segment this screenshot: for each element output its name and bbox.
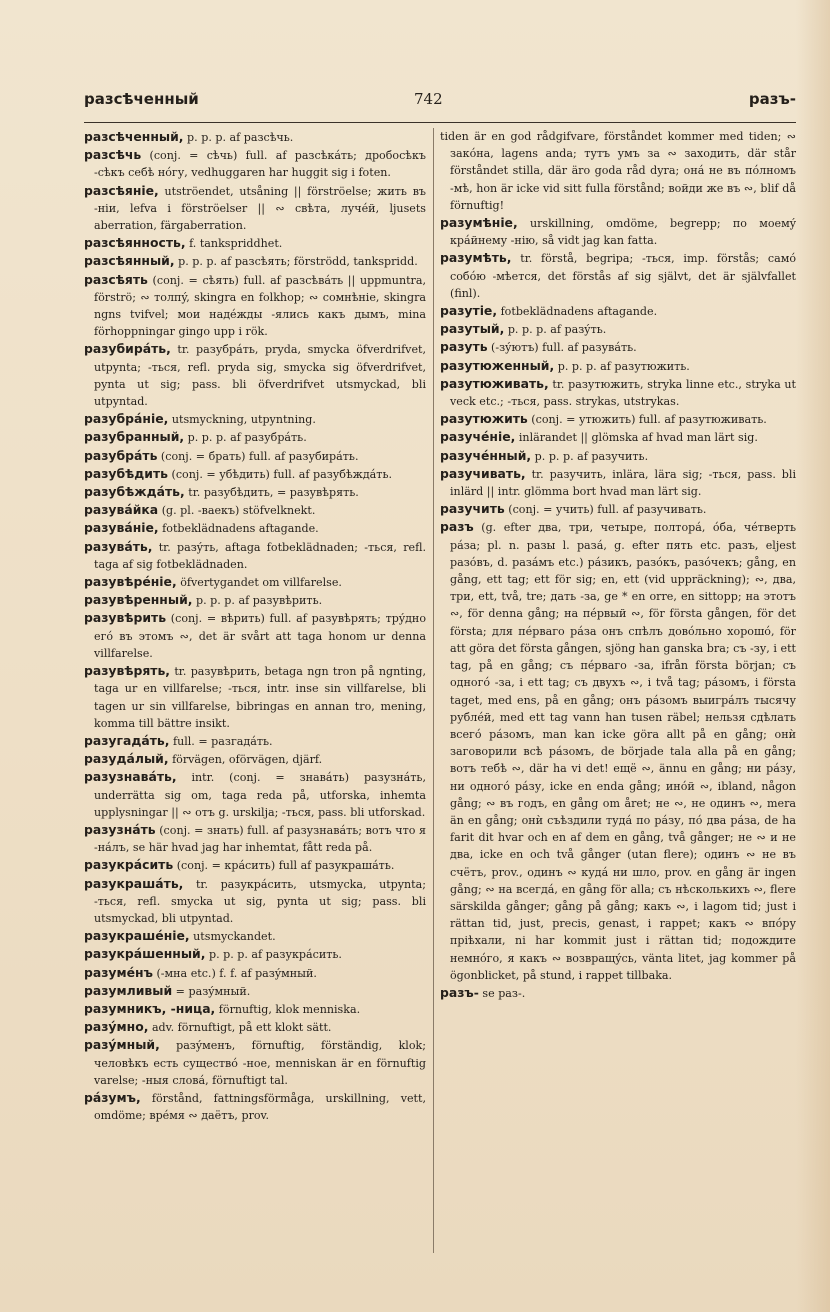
entry-headword: разутie, bbox=[440, 303, 498, 319]
page-header bbox=[84, 86, 796, 120]
page-edge-shadow bbox=[796, 0, 830, 1312]
entry-headword: разутый, bbox=[440, 321, 505, 337]
entry-headword: разýмный, bbox=[84, 1037, 160, 1053]
entry-definition: tr. разучить, inlära, lära sig; -ться, pass. bli inlärd || intr. glömma bort hvad man lärt sig. bbox=[450, 467, 796, 499]
entry-definition: tr. förstå, begripa; -ться, imp. förstås; самó собóю -мѣется, det förstås af sig självt, det är självfallet (finl). bbox=[450, 252, 796, 300]
dictionary-entry bbox=[84, 982, 426, 1000]
entry-definition: p. p. p. af разучить. bbox=[531, 449, 649, 463]
dictionary-entry bbox=[84, 964, 426, 982]
entry-headword: разсѣченный, bbox=[84, 129, 184, 144]
entry-headword: разувáйка bbox=[84, 502, 159, 518]
dictionary-entry bbox=[84, 1089, 426, 1124]
dictionary-entry bbox=[84, 182, 426, 235]
dictionary-entry bbox=[84, 252, 426, 270]
entry-definition: tr. разýть, aftaga fotbeklädnaden; -ться, refl. taga af sig fotbeklädnaden. bbox=[94, 540, 426, 571]
dictionary-entry bbox=[84, 750, 426, 768]
entry-definition: (conj. = убѣдить) full. af разубѣждáть. bbox=[167, 467, 393, 481]
entry-definition: (conj. = знать) full. af разузнавáть; вотъ что я -нáлъ, se här hvad jag har inhemtat, fått reda på. bbox=[94, 823, 426, 855]
entry-definition: fotbeklädnadens aftagande. bbox=[158, 522, 319, 536]
dictionary-entry bbox=[440, 320, 796, 338]
entry-headword: разудáлый, bbox=[84, 751, 169, 767]
entry-definition: tr. разувѣрить, betaga ngn tron på ngnting, taga ur en villfarelse; -ться, intr. inse sin villfarelse, bli tagen ur sin villfarelse, bibringas en annan tro, mening, komma till bättre insikt. bbox=[94, 665, 426, 730]
dictionary-entry bbox=[84, 856, 426, 874]
header-rule bbox=[84, 122, 796, 123]
entry-headword: разъ bbox=[440, 519, 474, 535]
entry-definition: p. p. p. af разукрáсить. bbox=[205, 948, 342, 962]
entry-headword: разумéнъ bbox=[84, 964, 153, 980]
dictionary-entry bbox=[84, 234, 426, 252]
dictionary-entry bbox=[440, 338, 796, 356]
entry-headword: разувáть, bbox=[84, 538, 153, 554]
entry-definition: urskillning, omdöme, begrepp; по моемý крáйнему -нiю, så vidt jag kan fatta. bbox=[450, 217, 796, 248]
dictionary-entry bbox=[440, 984, 796, 1002]
dictionary-entry bbox=[84, 128, 426, 146]
dictionary-entry bbox=[84, 821, 426, 856]
entry-headword: разутюживать, bbox=[440, 375, 549, 391]
entry-definition: = разýмный. bbox=[172, 984, 251, 998]
entry-headword: разсѣянность, bbox=[84, 235, 186, 251]
dictionary-entry bbox=[84, 519, 426, 537]
entry-headword: рáзумъ, bbox=[84, 1089, 141, 1105]
entry-definition: (g. pl. -ваекъ) stöfvelknekt. bbox=[158, 504, 316, 518]
entry-definition: p. p. p. af разубрáть. bbox=[184, 431, 307, 445]
dictionary-entry bbox=[84, 538, 426, 573]
entry-definition: (conj. = брать) full. af разубирáть. bbox=[157, 449, 359, 463]
entry-definition: inlärandet || glömska af hvad man lärt sig. bbox=[515, 431, 758, 445]
dictionary-entry bbox=[84, 271, 426, 341]
dictionary-entry bbox=[440, 214, 796, 249]
dictionary-entry bbox=[440, 357, 796, 375]
entry-definition: öfvertygandet om villfarelse. bbox=[176, 576, 342, 590]
entry-headword: разубрáть bbox=[84, 447, 158, 463]
entry-headword: разугадáть, bbox=[84, 732, 170, 748]
dictionary-entry bbox=[440, 249, 796, 302]
entry-definition: se раз-. bbox=[478, 986, 526, 1000]
entry-headword: разукрáсить bbox=[84, 857, 174, 873]
dictionary-entry bbox=[84, 340, 426, 410]
entry-definition: f. tankspriddhet. bbox=[185, 237, 283, 251]
entry-headword: разъ- bbox=[440, 984, 479, 1000]
entry-definition: tr. разутюжить, stryka linne etc., stryka ut veck etc.; -ться, pass. strykas, utstrykas. bbox=[450, 377, 796, 409]
entry-headword: разучéнie, bbox=[440, 429, 516, 445]
dictionary-entry bbox=[84, 573, 426, 591]
entry-definition: utsmyckandet. bbox=[189, 930, 276, 944]
entry-definition: (conj. = сѣять) full. af разсѣвáть || uppmuntra, förströ; ∾ толпý, skingra en folkhop; ∾ сомнѣнie, skingra ngns tvifvel; мои надéжды -ялись какъ дымъ, mina förhoppningar gingo upp i rök. bbox=[94, 273, 426, 339]
entry-definition: utsmyckning, utpyntning. bbox=[168, 413, 316, 427]
dictionary-entry bbox=[440, 375, 796, 410]
dictionary-entry bbox=[440, 410, 796, 428]
entry-headword: разукрашéнie, bbox=[84, 928, 190, 944]
entry-headword: разсѣять bbox=[84, 271, 148, 287]
dictionary-entry bbox=[84, 410, 426, 428]
entry-definition: p. p. p. af разсѣчь. bbox=[183, 131, 294, 144]
left-column bbox=[84, 128, 426, 1258]
dictionary-entry bbox=[440, 518, 796, 983]
entry-definition: förvägen, oförvägen, djärf. bbox=[168, 753, 323, 767]
dictionary-entry bbox=[84, 875, 426, 928]
dictionary-entry bbox=[440, 302, 796, 320]
dictionary-entry bbox=[84, 609, 426, 662]
entry-headword: разумѣнie, bbox=[440, 215, 518, 231]
entry-definition: adv. förnuftigt, på ett klokt sätt. bbox=[148, 1021, 332, 1035]
dictionary-entry bbox=[440, 128, 796, 214]
entry-headword: разсѣянie, bbox=[84, 182, 159, 198]
dictionary-entry bbox=[84, 768, 426, 821]
entry-definition: förnuftig, klok menniska. bbox=[215, 1002, 361, 1016]
entry-headword: разумѣть, bbox=[440, 250, 512, 266]
entry-definition: p. p. p. af разувѣрить. bbox=[192, 594, 323, 608]
entry-headword: разубирáть, bbox=[84, 341, 171, 357]
entry-headword: разуть bbox=[440, 339, 488, 355]
entry-definition: förstånd, fattningsförmåga, urskillning, vett, omdöme; врéмя ∾ даётъ, prov. bbox=[94, 1091, 426, 1123]
entry-definition: tr. разукрáсить, utsmycka, utpynta; -ться, refl. smycka ut sig, pynta ut sig; pass. bli utsmyckad, bli utpyntad. bbox=[94, 877, 426, 925]
left-running-headword: разсѣченный bbox=[84, 90, 199, 108]
dictionary-entry bbox=[440, 465, 796, 500]
dictionary-entry bbox=[84, 1000, 426, 1018]
entry-definition: (conj. = утюжить) full. af разутюживать. bbox=[527, 413, 767, 427]
entry-definition: (-зýютъ) full. af разувáть. bbox=[487, 341, 637, 355]
entry-headword: разувѣрять, bbox=[84, 663, 171, 679]
entry-headword: разувѣренный, bbox=[84, 592, 193, 608]
entry-definition: (conj. = вѣрить) full. af разувѣрять; трýдно егó въ этомъ ∾, det är svårt att taga honom ur denna villfarelse. bbox=[94, 612, 426, 660]
right-column bbox=[440, 128, 796, 1258]
entry-headword: разучить bbox=[440, 501, 505, 517]
dictionary-entry bbox=[84, 945, 426, 963]
dictionary-entry bbox=[440, 500, 796, 518]
entry-definition: (conj. = сѣчь) full. af разсѣкáть; дробосѣкъ -сѣкъ себѣ нóгу, vedhuggaren har huggit sig i foten. bbox=[94, 149, 426, 180]
entry-headword: разумникъ, -ница, bbox=[84, 1000, 216, 1016]
entry-headword: разубѣдить bbox=[84, 465, 168, 481]
entry-definition: (conj. = крáсить) full af разукрашáть. bbox=[173, 859, 395, 873]
entry-headword: разубрáнie, bbox=[84, 411, 169, 427]
entry-headword: разувѣрéнie, bbox=[84, 574, 177, 590]
dictionary-entry bbox=[84, 732, 426, 750]
entry-headword: разутюженный, bbox=[440, 357, 555, 373]
entry-headword: разузнавáть, bbox=[84, 769, 177, 785]
entry-headword: разукрашáть, bbox=[84, 875, 184, 891]
dictionary-entry bbox=[440, 447, 796, 465]
dictionary-entry bbox=[84, 1018, 426, 1036]
dictionary-entry bbox=[440, 428, 796, 446]
entry-headword: разучéнный, bbox=[440, 447, 532, 463]
column-divider bbox=[433, 128, 434, 1253]
entry-definition: intr. (conj. = знавáть) разузнáть, underrätta sig om, taga reda på, utforska, inhemta upplysningar || ∾ отъ g. urskilja; -ться, pass. bli utforskad. bbox=[94, 771, 426, 819]
entry-headword: разсѣчь bbox=[84, 147, 142, 163]
entry-headword: разубѣждáть, bbox=[84, 484, 185, 500]
page-number: 742 bbox=[414, 90, 443, 108]
dictionary-entry bbox=[84, 927, 426, 945]
right-running-headword: разъ- bbox=[748, 90, 796, 108]
entry-definition: tr. разубѣдить, = разувѣрять. bbox=[184, 486, 359, 500]
dictionary-entry bbox=[84, 591, 426, 609]
entry-definition: p. p. p. af разутюжить. bbox=[554, 359, 690, 373]
entry-headword: разувѣрить bbox=[84, 610, 167, 626]
entry-definition: utströendet, utsåning || förströelse; жить въ -нiи, lefva i förströelser || ∾ свѣта, лучéй, ljusets aberration, färgaberration. bbox=[94, 184, 426, 233]
entry-headword: разукрáшенный, bbox=[84, 946, 206, 962]
dictionary-entry bbox=[84, 483, 426, 501]
entry-headword: разубранный, bbox=[84, 429, 185, 445]
entry-definition: fotbeklädnadens aftagande. bbox=[497, 305, 658, 319]
dictionary-entry bbox=[84, 146, 426, 181]
entry-definition: (conj. = учить) full. af разучивать. bbox=[504, 503, 707, 517]
dictionary-entry bbox=[84, 501, 426, 519]
dictionary-entry bbox=[84, 465, 426, 483]
entry-definition: (-мна etc.) f. f. af разýмный. bbox=[152, 966, 317, 980]
entry-headword: разувáнie, bbox=[84, 520, 159, 536]
dictionary-entry bbox=[84, 428, 426, 446]
entry-definition: tiden är en god rådgifvare, förståndet kommer med tiden; ∾ закóна, lagens anda; тутъ умъ за ∾ заходить, där står förståndet stilla, där äro goda råd dyra; онá не въ пóлномъ -мѣ, hon är icke vid sitt fulla förstånd; войди же въ ∾, blif då förnuftig! bbox=[440, 130, 796, 212]
entry-definition: full. = разгадáть. bbox=[169, 734, 273, 748]
entry-headword: разсѣянный, bbox=[84, 253, 175, 269]
dictionary-entry bbox=[84, 662, 426, 732]
entry-definition: (g. efter два, три, четыре, полторá, óба, чéтверть рáза; pl. n. разы l. разá, g. efter пять etc. разъ, eljest разóвъ, d. разáмъ etc.) рáзикъ, разóкъ, разóчекъ; gång, en gång, ett tag; ett för sig; en, ett (vid uppräckning); ∾, два, три, ett, två, tre; дать -за, ge * en orre, en sittopp; на этотъ ∾, för denna gång; на пéрвый ∾, för första gången, för det första; для пéрваго рáза онъ спѣлъ довóльно хорошó, för att göra det första gången, sjöng han ganska bra; съ -зу, i ett tag, på en gång; съ пéрваго -за, ifrån första början; съ одногó -за, i ett tag; съ двухъ ∾, i två tag; рáзомъ, i första taget, med ens, på en gång; онъ рáзомъ выигрáлъ тысячу рублéй, med ett tag vann han tusen räbel; нельзя сдѣлать всегó рáзомъ, man kan icke göra allt på en gång; онѝ заговорили всѣ рáзомъ, de började tala alla på en gång; вотъ тебѣ ∾, där ha vi det! ещё ∾, ännu en gång; ни рáзу, ни одногó рáзу, icke en enda gång; инóй ∾, ibland, någon gång; ∾ въ годъ, en gång om året; не ∾, не одинъ ∾, mera än en gång; онѝ съѣздили тудá по рáзу, пó два рáза, de ha farit dit hvar och en af dem en gång, två gånger; не ∾ и не два, icke en och två gånger (utan flere); одинъ ∾ не въ счётъ, prov., одинъ ∾ кудá ни шло, prov. en gång är ingen gång; ∾ на всегдá, en gång för alla; съ нѣсколькихъ ∾, flere särskilda gånger; gång på gång; какъ ∾, i lagom tid; just i rättan tid, just, precis, genast, i rappet; какъ ∾ впóру прiѣхали, ni har kommit just i rättan tid; подождите немнóго, я какъ ∾ возвращýсь, vänta litet, jag kommer på ögonblicket, på stund, i rappet tillbaka. bbox=[450, 521, 796, 982]
dictionary-entry bbox=[84, 447, 426, 465]
entry-headword: разутюжить bbox=[440, 411, 528, 427]
entry-definition: p. p. p. af разсѣять; förströdd, tankspridd. bbox=[174, 255, 418, 269]
entry-headword: разумливый bbox=[84, 982, 173, 998]
entry-headword: разучивать, bbox=[440, 465, 526, 481]
dictionary-entry bbox=[84, 1036, 426, 1089]
entry-headword: разýмно, bbox=[84, 1019, 149, 1035]
entry-definition: p. p. p. af разýть. bbox=[504, 323, 607, 337]
entry-headword: разузнáть bbox=[84, 821, 156, 837]
entry-definition: разýменъ, förnuftig, förständig, klok; человѣкъ есть существó -ное, menniskan är en förnuftig varelse; -ныя словá, förnuftigt tal. bbox=[94, 1039, 426, 1087]
entry-definition: tr. разубрáть, pryda, smycka öfverdrifvet, utpynta; -ться, refl. pryda sig, smycka sig öfverdrifvet, pynta ut sig; pass. bli öfverdrifvet utsmyckad, bli utpyntad. bbox=[94, 343, 426, 409]
